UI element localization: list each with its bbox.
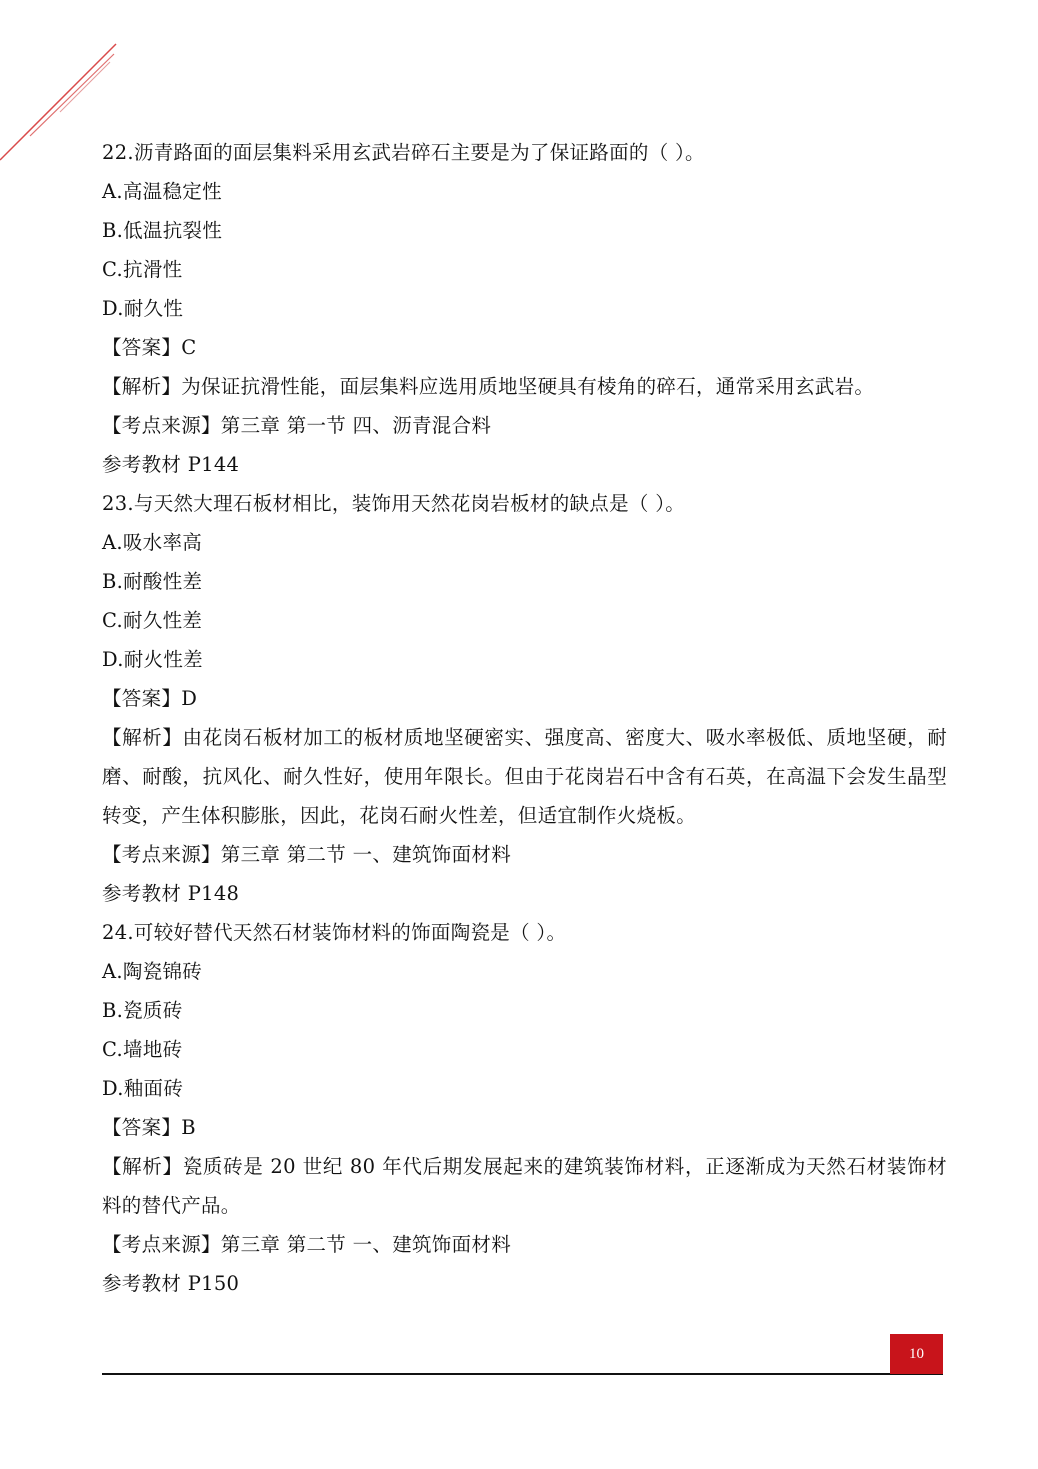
question-22-answer: 【答案】C — [102, 336, 197, 359]
question-23-option-b: B.耐酸性差 — [102, 570, 203, 593]
question-24-option-d: D.釉面砖 — [102, 1077, 184, 1100]
question-24-text: 24.可较好替代天然石材装饰材料的饰面陶瓷是（ ）。 — [102, 921, 567, 944]
question-22-reference: 参考教材 P144 — [102, 453, 240, 476]
question-23-option-c: C.耐久性差 — [102, 609, 203, 632]
question-23-reference: 参考教材 P148 — [102, 882, 240, 905]
footer-rule — [102, 1373, 943, 1375]
question-22-option-b: B.低温抗裂性 — [102, 219, 223, 242]
question-23-option-a: A.吸水率高 — [102, 531, 203, 554]
question-24-analysis: 【解析】瓷质砖是 20 世纪 80 年代后期发展起来的建筑装饰材料，正逐渐成为天然石材装饰材料的替代产品。 — [102, 1155, 947, 1217]
question-24-source: 【考点来源】第三章 第二节 一、建筑饰面材料 — [102, 1233, 511, 1256]
question-22-analysis: 【解析】为保证抗滑性能，面层集料应选用质地坚硬具有棱角的碎石，通常采用玄武岩。 — [102, 375, 875, 398]
question-24-option-b: B.瓷质砖 — [102, 999, 183, 1022]
page-number: 10 — [909, 1345, 924, 1362]
question-22-option-c: C.抗滑性 — [102, 258, 183, 281]
page-number-badge — [890, 1334, 943, 1374]
question-24-option-a: A.陶瓷锦砖 — [102, 960, 203, 983]
question-content — [102, 133, 947, 1303]
question-24-option-c: C.墙地砖 — [102, 1038, 183, 1061]
question-23-text: 23.与天然大理石板材相比，装饰用天然花岗岩板材的缺点是（ ）。 — [102, 492, 686, 515]
question-22-text: 22.沥青路面的面层集料采用玄武岩碎石主要是为了保证路面的（ ）。 — [102, 141, 705, 164]
question-23-analysis: 【解析】由花岗石板材加工的板材质地坚硬密实、强度高、密度大、吸水率极低、质地坚硬，耐磨、耐酸，抗风化、耐久性好，使用年限长。但由于花岗岩石中含有石英，在高温下会发生晶型转变，产生体积膨胀，因此，花岗石耐火性差，但适宜制作火烧板。 — [102, 726, 947, 827]
question-24-answer: 【答案】B — [102, 1116, 196, 1139]
question-24-reference: 参考教材 P150 — [102, 1272, 240, 1295]
question-22-source: 【考点来源】第三章 第一节 四、沥青混合料 — [102, 414, 492, 437]
question-23-source: 【考点来源】第三章 第二节 一、建筑饰面材料 — [102, 843, 511, 866]
question-23-answer: 【答案】D — [102, 687, 198, 710]
question-22-option-a: A.高温稳定性 — [102, 180, 222, 203]
question-22-option-d: D.耐久性 — [102, 297, 184, 320]
question-23-option-d: D.耐火性差 — [102, 648, 203, 671]
